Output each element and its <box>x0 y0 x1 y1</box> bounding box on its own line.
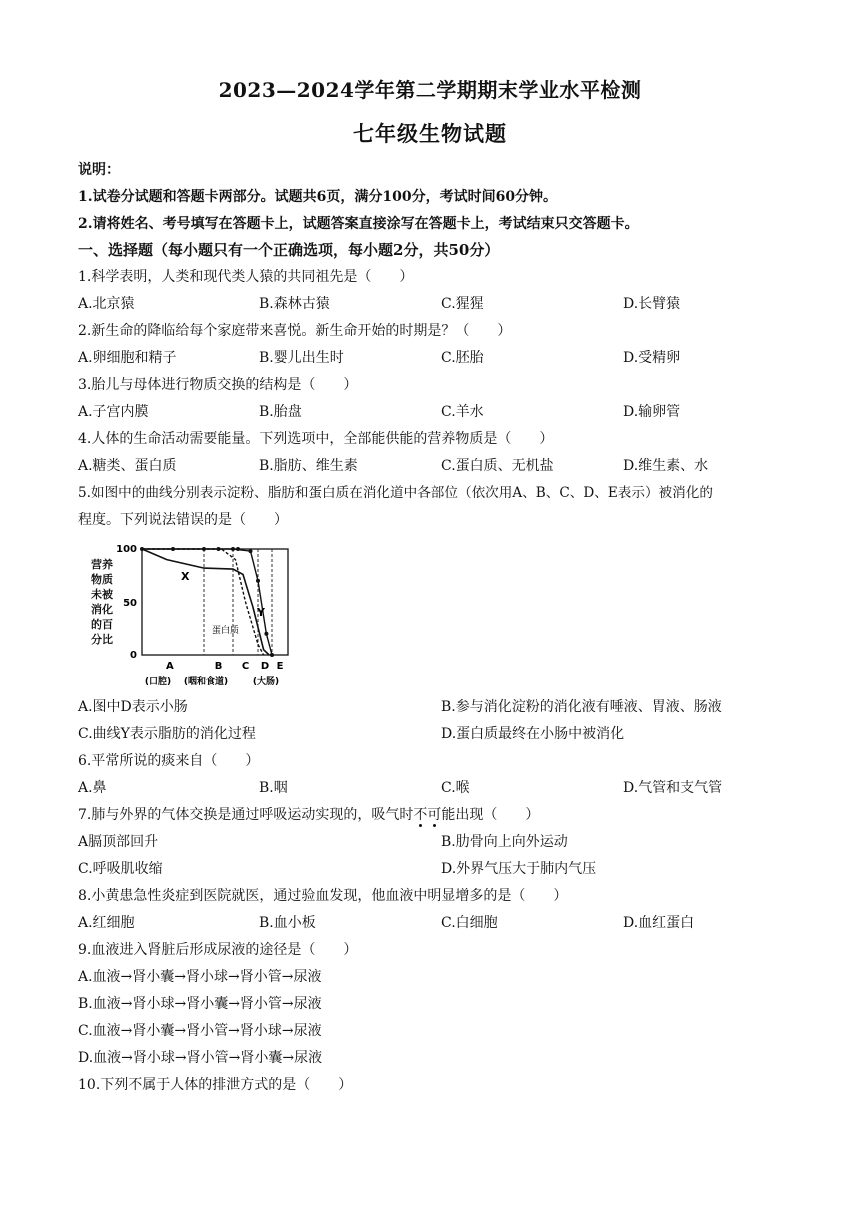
q1-option-a: A.北京猿 <box>78 296 135 312</box>
q7-option-d: D.外界气压大于肺内气压 <box>441 861 597 877</box>
digestion-chart <box>78 536 294 688</box>
emphasis-ke: 可 <box>427 807 442 823</box>
q8-option-a: A.红细胞 <box>78 915 135 931</box>
q9-option-b: B.血液→肾小球→肾小囊→肾小管→尿液 <box>78 996 322 1012</box>
question-7-stem: 7.肺与外界的气体交换是通过呼吸运动实现的，吸气时不可能出现（ ） <box>78 807 540 823</box>
q3-option-d: D.输卵管 <box>623 404 681 420</box>
y-tick-0: 0 <box>130 650 137 661</box>
q4-option-d: D.维生素、水 <box>623 458 709 474</box>
question-5-stem: 5.如图中的曲线分别表示淀粉、脂肪和蛋白质在消化道中各部位（依次用A、B、C、D、E表示）被消化的 <box>78 485 713 501</box>
q3-option-a: A.子宫内膜 <box>78 404 149 420</box>
q4-option-a: A.糖类、蛋白质 <box>78 458 177 474</box>
question-10-stem: 10.下列不属于人体的排泄方式的是（ ） <box>78 1077 353 1093</box>
q2-option-a: A.卵细胞和精子 <box>78 350 177 366</box>
x-note-large-intestine: (大肠) <box>252 677 280 687</box>
q1-option-b: B.森林古猿 <box>259 296 330 312</box>
instruction-item-2: 2.请将姓名、考号填写在答题卡上，试题答案直接涂写在答题卡上，考试结束只交答题卡。 <box>78 216 639 232</box>
series-line-2 <box>142 549 272 655</box>
q9-option-c: C.血液→肾小囊→肾小管→肾小球→尿液 <box>78 1023 322 1039</box>
emphasis-bu: 不 <box>413 807 428 823</box>
series-line-1 <box>142 549 269 655</box>
section-heading: 一、选择题（每小题只有一个正确选项，每小题2分，共50分） <box>78 241 500 259</box>
x-category-c: C <box>241 661 250 672</box>
question-2-stem: 2.新生命的降临给每个家庭带来喜悦。新生命开始的时期是？（ ） <box>78 323 512 339</box>
q9-option-a: A.血液→肾小囊→肾小球→肾小管→尿液 <box>78 969 322 985</box>
series-layer <box>140 547 274 657</box>
ylabel-line-5: 的百 <box>91 618 113 631</box>
q6-option-c: C.喉 <box>441 780 470 796</box>
series-point-extra-1 <box>171 547 175 551</box>
series-point-2-3 <box>231 547 235 551</box>
q4-option-b: B.脂肪、维生素 <box>259 458 358 474</box>
question-1-stem: 1.科学表明，人类和现代类人猿的共同祖先是（ ） <box>78 269 414 285</box>
series-point-2-7 <box>270 653 274 657</box>
y-tick-50: 50 <box>123 598 137 609</box>
ylabel-line-2: 物质 <box>91 573 113 586</box>
q8-option-c: C.白细胞 <box>441 915 498 931</box>
question-5-stem-cont: 程度。下列说法错误的是（ ） <box>78 512 288 528</box>
question-8-stem: 8.小黄患急性炎症到医院就医，通过验血发现，他血液中明显增多的是（ ） <box>78 888 568 904</box>
x-note-mouth: (口腔) <box>144 677 172 687</box>
ylabel-line-1: 营养 <box>91 558 113 571</box>
label-protein: 蛋白质 <box>212 626 240 636</box>
question-9-stem: 9.血液进入肾脏后形成尿液的途径是（ ） <box>78 942 358 958</box>
q5-option-a: A.图中D表示小肠 <box>78 699 188 715</box>
plot-frame <box>142 549 288 655</box>
q3-option-c: C.羊水 <box>441 404 484 420</box>
q8-option-b: B.血小板 <box>259 915 316 931</box>
x-category-e: E <box>276 661 284 672</box>
question-3-stem: 3.胎儿与母体进行物质交换的结构是（ ） <box>78 377 358 393</box>
q5-option-d: D.蛋白质最终在小肠中被消化 <box>441 726 625 742</box>
q7-option-c: C.呼吸肌收缩 <box>78 861 163 877</box>
series-point-2-5 <box>256 579 260 583</box>
series-point-2-4 <box>249 549 253 553</box>
q8-option-d: D.血红蛋白 <box>623 915 695 931</box>
q1-option-d: D.长臂猿 <box>623 296 681 312</box>
ylabel-line-3: 未被 <box>91 588 113 601</box>
q5-option-c: C.曲线Y表示脂肪的消化过程 <box>78 726 256 742</box>
q5-option-b: B.参与消化淀粉的消化液有唾液、胃液、肠液 <box>441 699 722 715</box>
q3-option-b: B.胎盘 <box>259 404 302 420</box>
y-tick-100: 100 <box>116 544 137 555</box>
label-x: X <box>181 570 190 583</box>
q9-option-d: D.血液→肾小球→肾小管→肾小囊→尿液 <box>78 1050 323 1066</box>
q2-option-d: D.受精卵 <box>623 350 681 366</box>
q1-option-c: C.猩猩 <box>441 296 484 312</box>
x-category-d: D <box>260 661 270 672</box>
series-point-extra-3 <box>236 547 240 551</box>
exam-subtitle: 七年级生物试题 <box>353 121 507 146</box>
chart-ylabel <box>91 557 114 646</box>
label-y: Y <box>257 606 265 619</box>
x-category-a: A <box>166 661 174 672</box>
question-6-stem: 6.平常所说的痰来自（ ） <box>78 753 260 769</box>
q7-option-a: A膈顶部回升 <box>78 834 159 850</box>
q4-option-c: C.蛋白质、无机盐 <box>441 458 554 474</box>
x-note-esophagus: (咽和食道) <box>183 677 229 687</box>
series-point-2-6 <box>264 632 268 636</box>
exam-title: 2023—2024学年第二学期期末学业水平检测 <box>218 78 642 102</box>
x-category-b: B <box>214 661 223 672</box>
q6-option-d: D.气管和支气管 <box>623 780 723 796</box>
q6-option-b: B.咽 <box>259 780 288 796</box>
question-4-stem: 4.人体的生命活动需要能量。下列选项中，全部能供能的营养物质是（ ） <box>78 431 554 447</box>
series-line-3 <box>142 549 264 655</box>
q7-option-b: B.肋骨向上向外运动 <box>441 834 568 850</box>
q2-option-b: B.婴儿出生时 <box>259 350 344 366</box>
instruction-item-1: 1.试卷分试题和答题卡两部分。试题共6页，满分100分，考试时间60分钟。 <box>78 189 558 205</box>
ylabel-line-4: 消化 <box>91 603 113 616</box>
x-categories <box>166 661 284 672</box>
q2-option-c: C.胚胎 <box>441 350 484 366</box>
q6-option-a: A.鼻 <box>78 780 107 796</box>
instructions-heading: 说明： <box>78 162 120 178</box>
ylabel-line-6: 分比 <box>91 633 113 646</box>
series-point-extra-2 <box>217 547 221 551</box>
